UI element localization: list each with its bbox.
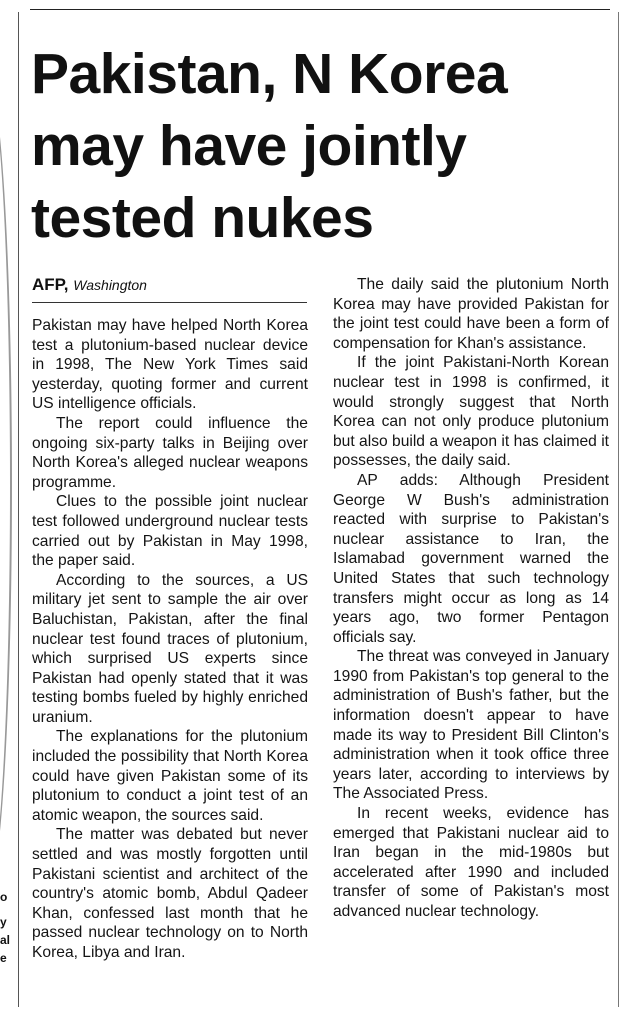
article-column-left [32,316,308,963]
right-column-rule [618,12,619,1007]
paragraph: The daily said the plutonium North Korea may have provided Pakistan for the joint test could have been a form of compensation for Khan's assistance. [333,276,609,352]
paragraph: In recent weeks, evidence has emerged that Pakistani nuclear aid to Iran began in the mid-1980s but accelerated after 1990 and included transfer of some of Pakistan's most advanced nuclear technology. [333,805,609,920]
edge-fragment: o [0,890,8,904]
article-column-right [333,275,609,922]
paragraph: Clues to the possible joint nuclear test followed underground nuclear tests carried out by Pakistan in May 1998, the paper said. [32,493,308,570]
byline [32,274,307,296]
edge-fragment: e [0,951,7,965]
paragraph: AP adds: Although President George W Bush's administration reacted with surprise to Pakistan's nuclear assistance to Iran, the Islamabad government warned the United States that such technology transfers might occur as long as 14 years ago, two former Pentagon officials say. [333,471,609,646]
byline-agency: AFP, [32,275,69,294]
adjacent-article-edge [0,12,16,1002]
byline-rule [32,302,307,303]
paragraph: The explanations for the plutonium included the possibility that North Korea could have given Pakistan some of its plutonium to conduct a joint test of an atomic weapon, the sources said. [32,728,308,824]
edge-fragment: y [0,915,7,929]
adjacent-photo-edge [0,72,12,896]
paragraph: Pakistan may have helped North Korea test a plutonium-based nuclear device in 1998, The New York Times said yesterday, quoting former and current US intelligence officials. [32,317,308,413]
byline-place: Washington [73,277,147,293]
paragraph: If the joint Pakistani-North Korean nuclear test in 1998 is confirmed, it would strongly suggest that North Korea can not only produce plutonium but also build a weapon it has claimed it possesses, the daily said. [333,354,609,470]
edge-fragment: al [0,933,11,947]
top-rule [30,9,610,10]
headline: Pakistan, N Korea may have jointly tested nukes [31,42,508,250]
paragraph: According to the sources, a US military jet sent to sample the air over Baluchistan, Pakistan, after the final nuclear test found traces of plutonium, which surprised US experts since Pakistan had openly stated that it was testing bombs fueled by highly enriched uranium. [32,571,308,726]
paragraph: The report could influence the ongoing six-party talks in Beijing over North Korea's alleged nuclear weapons programme. [32,414,308,491]
paragraph: The threat was conveyed in January 1990 from Pakistan's top general to the administration of Bush's father, but the information doesn't appear to have made its way to President Bill Clinton's administration when it took office three years later, according to interviews by The Associated Press. [333,648,609,803]
paragraph: The matter was debated but never settled and was mostly forgotten until Pakistani scientist and architect of the country's atomic bomb, Abdul Qadeer Khan, confessed last month that he passed nuclear technology on to North Korea, Libya and Iran. [32,826,308,961]
left-column-rule [18,12,19,1007]
